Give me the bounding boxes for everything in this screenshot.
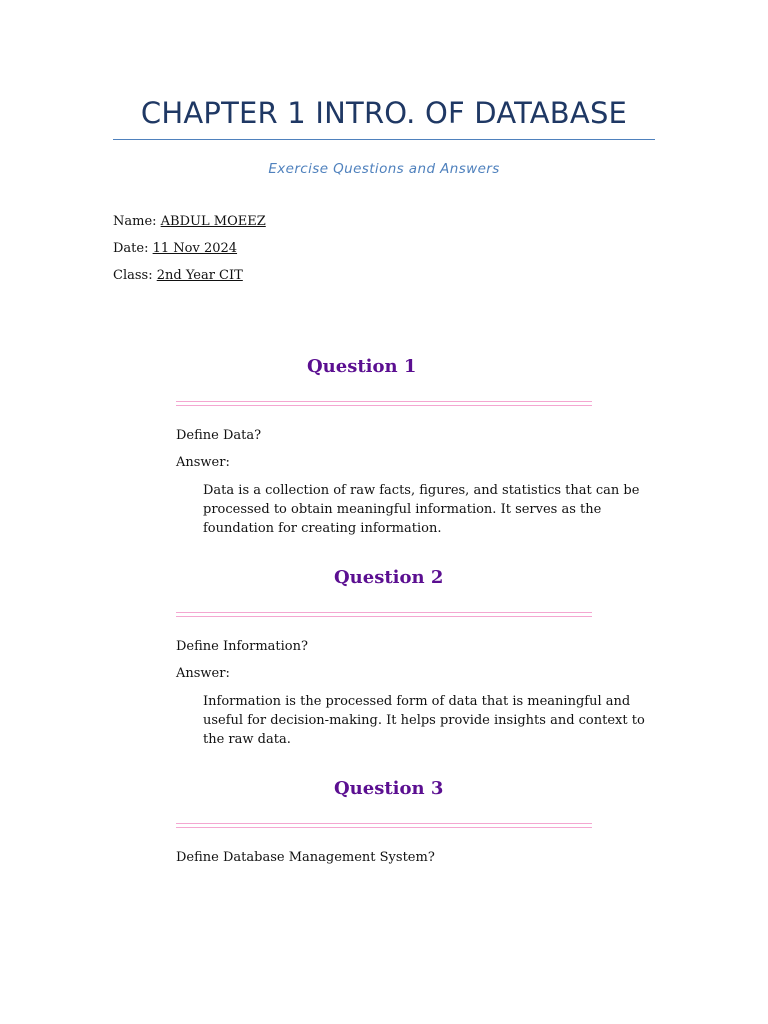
meta-name-value: ABDUL MOEEZ <box>160 214 266 229</box>
meta-name-label: Name: <box>113 214 161 229</box>
title-divider <box>113 139 655 140</box>
question-1-heading: Question 1 <box>307 356 417 377</box>
meta-class-label: Class: <box>113 268 157 283</box>
question-1-text: Define Data? <box>176 428 262 443</box>
question-1-answer-label: Answer: <box>176 455 230 470</box>
question-1-divider <box>176 401 592 406</box>
question-3-text: Define Database Management System? <box>176 850 435 865</box>
question-2-heading: Question 2 <box>334 567 444 588</box>
meta-date-label: Date: <box>113 241 153 256</box>
document-subtitle: Exercise Questions and Answers <box>268 161 500 177</box>
meta-class <box>113 268 243 283</box>
question-2-answer-label: Answer: <box>176 666 230 681</box>
document-title: CHAPTER 1 INTRO. OF DATABASE <box>140 96 628 130</box>
question-2-divider <box>176 612 592 617</box>
meta-name <box>113 214 266 229</box>
meta-date-value: 11 Nov 2024 <box>152 241 238 256</box>
question-2-text: Define Information? <box>176 639 308 654</box>
meta-date <box>113 241 237 256</box>
meta-class-value: 2nd Year CIT <box>156 268 243 283</box>
question-1-answer: Data is a collection of raw facts, figures, and statistics that can be processed to obtain meaningful information. It serves as the foundation for creating information. <box>203 483 640 536</box>
question-3-heading: Question 3 <box>334 778 444 799</box>
question-2-answer: Information is the processed form of data that is meaningful and useful for decision-making. It helps provide insights and context to the raw data. <box>203 694 645 747</box>
question-3-divider <box>176 823 592 828</box>
